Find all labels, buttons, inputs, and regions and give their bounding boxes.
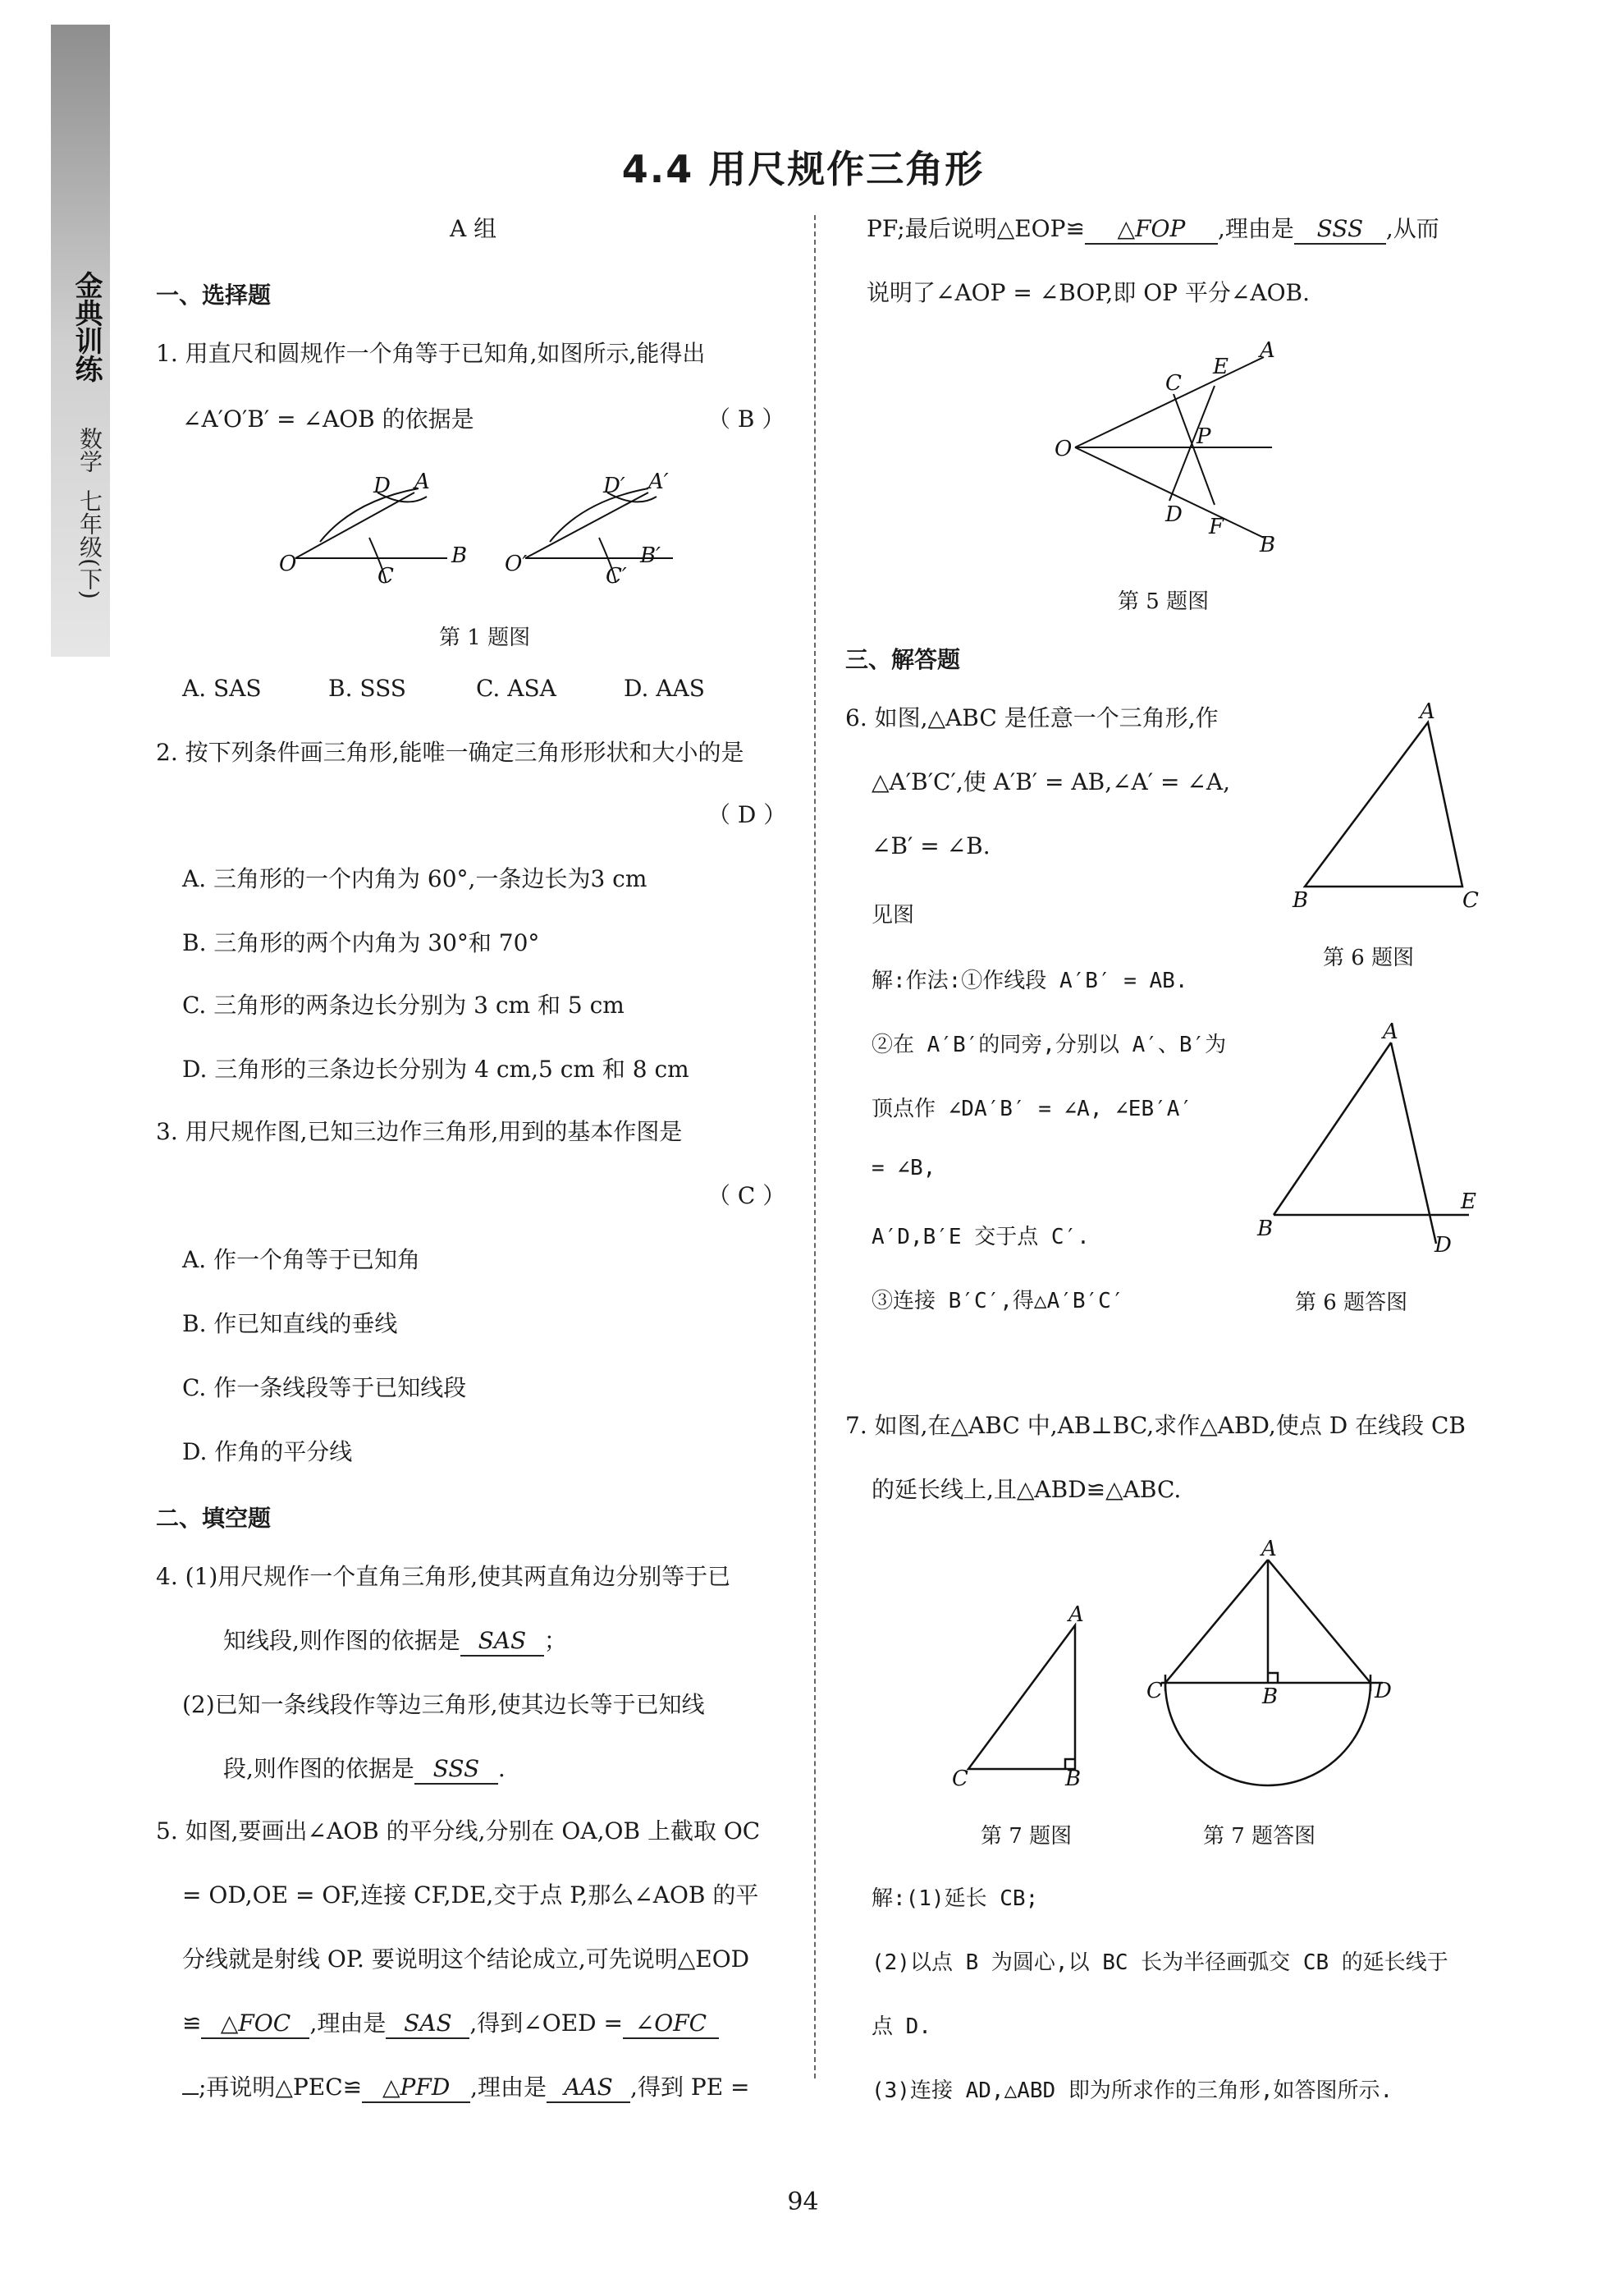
svg-text:D: D — [1165, 502, 1183, 527]
q5-line-3: 分线就是射线 OP. 要说明这个结论成立,可先说明△EOD — [182, 1945, 750, 1973]
q5-answer-3: ∠OFC — [623, 2010, 719, 2039]
q6-line-1: 6. 如图,△ABC 是任意一个三角形,作 — [845, 704, 1219, 731]
q4-line-2: 知线段,则作图的依据是 SAS ； — [223, 1627, 567, 1657]
svg-text:B: B — [1260, 533, 1276, 557]
q6-line-2: △A′B′C′,使 A′B′ = AB,∠A′ = ∠A, — [872, 768, 1230, 795]
svg-text:P: P — [1196, 424, 1211, 449]
q2-option-d: D. 三角形的三条边长分别为 4 cm,5 cm 和 8 cm — [182, 1056, 689, 1083]
q6-step-5: A′D,B′E 交于点 C′. — [872, 1225, 1090, 1249]
q7-figure — [944, 1601, 1100, 1798]
svg-text:C: C — [952, 1767, 968, 1791]
svg-text:C′: C′ — [606, 564, 627, 589]
svg-text:C: C — [377, 564, 394, 589]
q5-answer-4: △PFD — [362, 2074, 470, 2103]
q7-step-4: (3)连接 AD,△ABD 即为所求作的三角形,如答图所示. — [872, 2078, 1393, 2103]
q6-step-4: = ∠B, — [872, 1156, 936, 1180]
section-fill: 二、填空题 — [156, 1505, 272, 1532]
q5-answer-5: AAS — [547, 2074, 630, 2103]
svg-text:A: A — [1260, 338, 1275, 363]
svg-text:A: A — [1261, 1537, 1277, 1561]
q5-line-1: 5. 如图,要画出∠AOB 的平分线,分别在 OA,OB 上截取 OC — [156, 1817, 761, 1845]
svg-text:A: A — [1383, 1020, 1398, 1044]
q1-option-a: A. SAS — [182, 675, 262, 702]
svg-text:B: B — [451, 543, 468, 568]
svg-text:O′: O′ — [505, 552, 528, 576]
q4-line-4: 段,则作图的依据是 SSS . — [223, 1755, 506, 1785]
q5-caption: 第 5 题图 — [1118, 589, 1210, 614]
q5-answer-2: SAS — [386, 2010, 469, 2039]
q6-step-3: 顶点作 ∠DA′B′ = ∠A, ∠EB′A′ — [872, 1097, 1193, 1121]
svg-text:B: B — [1293, 888, 1309, 913]
q3-option-b: B. 作已知直线的垂线 — [182, 1310, 398, 1337]
svg-text:D: D — [373, 474, 391, 498]
q2-text: 2. 按下列条件画三角形,能唯一确定三角形形状和大小的是 — [156, 739, 744, 766]
q5-right-line-1: PF;最后说明△EOP≌ △FOP ,理由是 SSS ,从而 — [867, 215, 1439, 245]
q4-line-1: 4. (1)用尺规作一个直角三角形,使其两直角边分别等于已 — [156, 1563, 731, 1590]
svg-text:D′: D′ — [603, 474, 625, 498]
q3-option-d: D. 作角的平分线 — [182, 1438, 353, 1465]
q4-answer-2: SSS — [414, 1755, 498, 1785]
q2-option-b: B. 三角形的两个内角为 30°和 70° — [182, 929, 540, 956]
q1-figure — [263, 460, 673, 591]
q7-answer-caption: 第 7 题答图 — [1203, 1824, 1316, 1849]
svg-text:O: O — [279, 552, 297, 576]
subject-label: 数学 — [76, 427, 103, 473]
q7-step-1: 解:(1)延长 CB; — [872, 1886, 1039, 1911]
q1-answer: （ B ） — [707, 406, 785, 433]
q2-option-a: A. 三角形的一个内角为 60°,一条边长为3 cm — [182, 865, 647, 892]
q1-option-c: C. ASA — [476, 675, 556, 702]
q2-answer: （ D ） — [707, 801, 787, 828]
group-label: A 组 — [450, 215, 497, 242]
svg-text:D: D — [1375, 1679, 1392, 1703]
q7-caption: 第 7 题图 — [981, 1824, 1073, 1849]
q7-step-2: (2)以点 B 为圆心,以 BC 长为半径画弧交 CB 的延长线于 — [872, 1950, 1448, 1975]
q1-option-b: B. SSS — [328, 675, 406, 702]
q5-line-2: = OD,OE = OF,连接 CF,DE,交于点 P,那么∠AOB 的平 — [182, 1881, 759, 1909]
svg-text:A: A — [1068, 1602, 1084, 1627]
q6-step-6: ③连接 B′C′,得△A′B′C′ — [872, 1289, 1124, 1313]
svg-text:B: B — [1257, 1217, 1274, 1241]
svg-text:A: A — [1420, 699, 1435, 724]
q7-step-3: 点 D. — [872, 2014, 931, 2039]
svg-text:C: C — [1146, 1679, 1163, 1703]
q6-line-3: ∠B′ = ∠B. — [872, 832, 991, 859]
q5-answer-7: SSS — [1294, 215, 1386, 245]
q4-line-3: (2)已知一条线段作等边三角形,使其边长等于已知线 — [182, 1691, 705, 1718]
q1-option-d: D. AAS — [624, 675, 705, 702]
q6-step-1: 解:作法:①作线段 A′B′ = AB. — [872, 969, 1188, 993]
svg-text:A′: A′ — [648, 470, 669, 494]
svg-text:B′: B′ — [640, 543, 661, 568]
svg-text:B: B — [1065, 1767, 1082, 1791]
q7-line-1: 7. 如图,在△ABC 中,AB⊥BC,求作△ABD,使点 D 在线段 CB — [845, 1412, 1466, 1439]
q1-text-2: ∠A′O′B′ = ∠AOB 的依据是 — [182, 406, 474, 433]
q7-answer-figure — [1137, 1535, 1407, 1798]
q1-text-1: 1. 用直尺和圆规作一个角等于已知角,如图所示,能得出 — [156, 340, 706, 367]
q5-figure — [1050, 337, 1313, 558]
q3-answer: （ C ） — [707, 1182, 786, 1209]
svg-text:O: O — [1055, 437, 1073, 461]
q6-answer-figure — [1239, 1018, 1502, 1256]
section-choice: 一、选择题 — [156, 282, 272, 309]
q4-answer-1: SAS — [460, 1627, 544, 1657]
q5-line-4: ≌ △FOC ,理由是 SAS ,得到∠OED = ∠OFC — [182, 2010, 719, 2039]
section-solve: 三、解答题 — [845, 646, 961, 673]
q5-line-5: ;再说明△PEC≌ △PFD ,理由是 AAS ,得到 PE = — [182, 2074, 750, 2103]
page-number: 94 — [787, 2188, 819, 2216]
page-title: 4.4 用尺规作三角形 — [621, 147, 985, 191]
svg-text:E: E — [1213, 355, 1229, 379]
q3-option-c: C. 作一条线段等于已知线段 — [182, 1374, 467, 1401]
svg-text:C: C — [1462, 888, 1479, 913]
subject-vertical — [75, 427, 103, 599]
grade-label: 七年级(下) — [76, 489, 103, 599]
svg-text:D: D — [1434, 1233, 1452, 1256]
q7-line-2: 的延长线上,且△ABD≌△ABC. — [872, 1476, 1182, 1503]
svg-text:E: E — [1461, 1189, 1476, 1214]
q6-caption: 第 6 题图 — [1323, 946, 1415, 970]
column-divider — [814, 215, 816, 2078]
q5-answer-1: △FOC — [201, 2010, 309, 2039]
svg-text:A: A — [414, 470, 430, 494]
svg-text:B: B — [1262, 1684, 1279, 1709]
q6-step-2: ②在 A′B′的同旁,分别以 A′、B′为 — [872, 1033, 1227, 1057]
q6-answer-caption: 第 6 题答图 — [1295, 1290, 1408, 1315]
q6-figure — [1280, 698, 1494, 919]
brand-vertical: 金典训练 — [70, 271, 103, 383]
q2-option-c: C. 三角形的两条边长分别为 3 cm 和 5 cm — [182, 992, 625, 1019]
q6-see-figure: 见图 — [872, 903, 915, 928]
q5-right-line-2: 说明了∠AOP = ∠BOP,即 OP 平分∠AOB. — [867, 279, 1311, 306]
svg-text:F: F — [1209, 515, 1224, 539]
q5-answer-6: △FOP — [1085, 215, 1218, 245]
q3-option-a: A. 作一个角等于已知角 — [182, 1246, 421, 1273]
svg-text:C: C — [1165, 371, 1182, 396]
q3-text: 3. 用尺规作图,已知三边作三角形,用到的基本作图是 — [156, 1118, 683, 1145]
q1-caption: 第 1 题图 — [439, 626, 531, 650]
